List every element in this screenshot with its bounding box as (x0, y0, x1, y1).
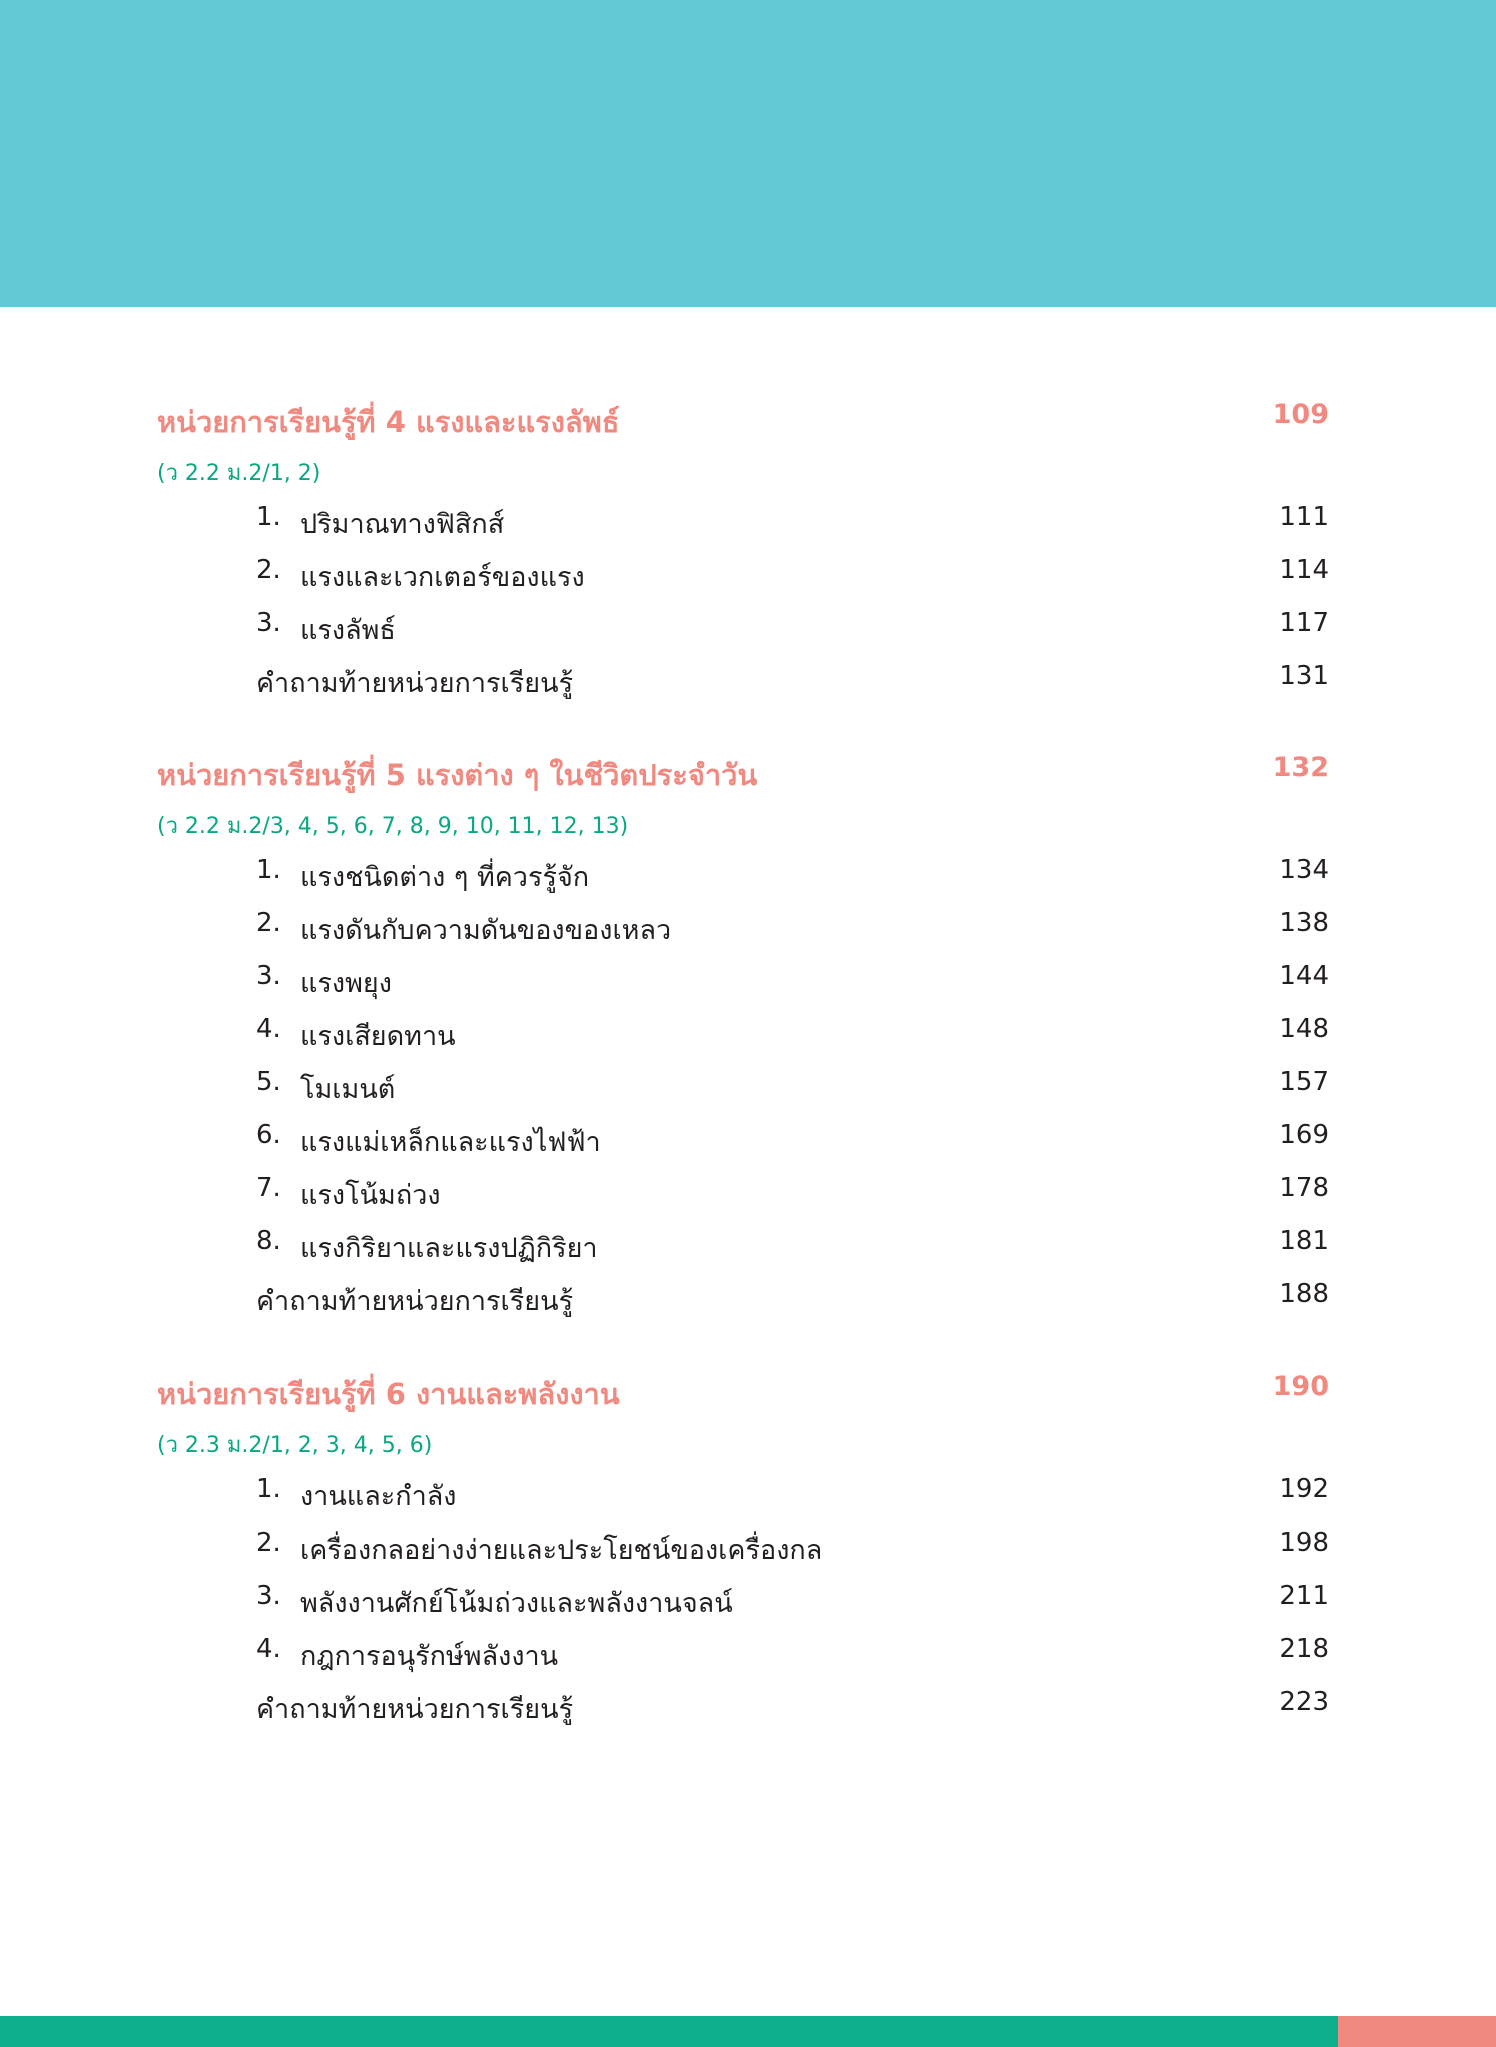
entry-label: แรงและเวกเตอร์ของแรง (300, 562, 585, 593)
entry-page-number: 148 (1279, 1014, 1329, 1044)
entry-label: โมเมนต์ (300, 1074, 396, 1105)
toc-entry[interactable] (256, 1581, 1329, 1621)
unit-page-number: 132 (1272, 752, 1329, 783)
toc-entry[interactable] (256, 1014, 1329, 1054)
unit-heading[interactable] (157, 1371, 1329, 1417)
entry-number: 3. (256, 1581, 281, 1611)
entry-page-number: 134 (1279, 855, 1329, 885)
toc-entry[interactable] (256, 1528, 1329, 1568)
entry-number: 1. (256, 855, 281, 885)
entry-number: 2. (256, 908, 281, 938)
entry-page-number: 144 (1279, 961, 1329, 991)
entry-label: แรงกิริยาและแรงปฏิกิริยา (300, 1233, 598, 1264)
toc-entry[interactable] (256, 555, 1329, 595)
entry-number: 4. (256, 1014, 281, 1044)
entry-number: 2. (256, 555, 281, 585)
toc-review-entry[interactable] (256, 1687, 1329, 1727)
entry-page-number: 138 (1279, 908, 1329, 938)
unit-standard-code: (ว 2.2 ม.2/3, 4, 5, 6, 7, 8, 9, 10, 11, 12, 13) (157, 814, 629, 839)
entry-label: แรงลัพธ์ (300, 615, 396, 646)
unit-heading[interactable] (157, 399, 1329, 445)
entry-page-number: 131 (1279, 661, 1329, 691)
footer-accent-block (1338, 2016, 1496, 2047)
toc-entry[interactable] (256, 1474, 1329, 1514)
unit-title: หน่วยการเรียนรู้ที่ 5 แรงต่าง ๆ ในชีวิตประจำวัน (157, 758, 758, 792)
entry-label: งานและกำลัง (300, 1481, 457, 1512)
entry-number: 7. (256, 1173, 281, 1203)
entry-page-number: 111 (1279, 502, 1329, 532)
entry-number: 4. (256, 1634, 281, 1664)
entry-label: แรงโน้มถ่วง (300, 1180, 441, 1211)
entry-label: แรงดันกับความดันของของเหลว (300, 915, 672, 946)
review-label: คำถามท้ายหน่วยการเรียนรู้ (256, 1694, 574, 1725)
entry-page-number: 218 (1279, 1634, 1329, 1664)
entry-page-number: 117 (1279, 608, 1329, 638)
toc-entry[interactable] (256, 1120, 1329, 1160)
toc-review-entry[interactable] (256, 661, 1329, 701)
toc-entry[interactable] (256, 1226, 1329, 1266)
entry-number: 6. (256, 1120, 281, 1150)
entry-number: 5. (256, 1067, 281, 1097)
entry-number: 3. (256, 608, 281, 638)
toc-entry[interactable] (256, 1173, 1329, 1213)
review-label: คำถามท้ายหน่วยการเรียนรู้ (256, 1286, 574, 1317)
entry-page-number: 192 (1279, 1474, 1329, 1504)
entry-page-number: 198 (1279, 1528, 1329, 1558)
footer-color-band (0, 2016, 1338, 2047)
entry-page-number: 178 (1279, 1173, 1329, 1203)
entry-page-number: 223 (1279, 1687, 1329, 1717)
toc-entry[interactable] (256, 855, 1329, 895)
entry-label: แรงแม่เหล็กและแรงไฟฟ้า (300, 1127, 601, 1158)
entry-page-number: 188 (1279, 1279, 1329, 1309)
entry-page-number: 211 (1279, 1581, 1329, 1611)
entry-number: 3. (256, 961, 281, 991)
entry-label: แรงพยุง (300, 968, 392, 999)
entry-page-number: 181 (1279, 1226, 1329, 1256)
review-label: คำถามท้ายหน่วยการเรียนรู้ (256, 668, 574, 699)
entry-page-number: 114 (1279, 555, 1329, 585)
toc-entry[interactable] (256, 908, 1329, 948)
unit-title: หน่วยการเรียนรู้ที่ 4 แรงและแรงลัพธ์ (157, 405, 620, 439)
toc-entry[interactable] (256, 961, 1329, 1001)
entry-number: 1. (256, 1474, 281, 1504)
entry-number: 2. (256, 1528, 281, 1558)
toc-entry[interactable] (256, 608, 1329, 648)
toc-entry[interactable] (256, 1634, 1329, 1674)
entry-label: แรงชนิดต่าง ๆ ที่ควรรู้จัก (300, 862, 590, 893)
toc-review-entry[interactable] (256, 1279, 1329, 1319)
unit-title: หน่วยการเรียนรู้ที่ 6 งานและพลังงาน (157, 1377, 620, 1411)
entry-label: กฎการอนุรักษ์พลังงาน (300, 1641, 559, 1672)
unit-page-number: 190 (1272, 1371, 1329, 1402)
entry-page-number: 157 (1279, 1067, 1329, 1097)
unit-standard-code: (ว 2.2 ม.2/1, 2) (157, 461, 321, 486)
toc-entry[interactable] (256, 502, 1329, 542)
entry-label: ปริมาณทางฟิสิกส์ (300, 509, 505, 540)
entry-number: 1. (256, 502, 281, 532)
entry-label: พลังงานศักย์โน้มถ่วงและพลังงานจลน์ (300, 1588, 733, 1619)
entry-label: เครื่องกลอย่างง่ายและประโยชน์ของเครื่องกล (300, 1535, 823, 1566)
unit-standard-code: (ว 2.3 ม.2/1, 2, 3, 4, 5, 6) (157, 1433, 433, 1458)
toc-entry[interactable] (256, 1067, 1329, 1107)
entry-label: แรงเสียดทาน (300, 1021, 456, 1052)
unit-heading[interactable] (157, 752, 1329, 798)
entry-number: 8. (256, 1226, 281, 1256)
unit-page-number: 109 (1272, 399, 1329, 430)
entry-page-number: 169 (1279, 1120, 1329, 1150)
